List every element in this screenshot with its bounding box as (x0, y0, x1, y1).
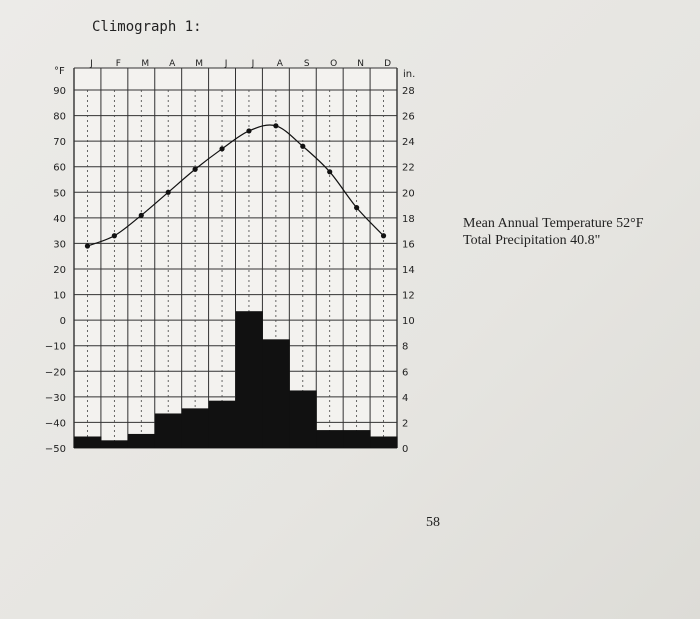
temperature-tick-label: 50 (53, 188, 66, 200)
precipitation-tick-label: 18 (402, 213, 415, 225)
precipitation-bar (74, 436, 101, 448)
temperature-tick-label: 10 (53, 290, 66, 302)
month-label: F (115, 59, 121, 69)
precipitation-tick-label: 26 (402, 111, 415, 123)
precipitation-tick-label: 16 (402, 239, 415, 251)
temperature-tick-label: 40 (53, 213, 66, 225)
temperature-tick-label: 80 (53, 111, 66, 123)
month-label: N (357, 59, 364, 69)
month-label: D (384, 59, 392, 69)
temperature-point (354, 205, 359, 210)
mean-annual-temperature: Mean Annual Temperature 52°F (463, 216, 644, 231)
precipitation-tick-label: 24 (402, 137, 415, 149)
precipitation-tick-label: 22 (402, 162, 415, 174)
month-label: M (195, 59, 204, 69)
temperature-tick-label: −40 (44, 418, 66, 430)
temperature-point (85, 243, 90, 248)
temperature-tick-label: −50 (44, 444, 66, 455)
month-label: J (90, 59, 93, 69)
precipitation-tick-label: 8 (402, 341, 409, 353)
chart-title: Climograph 1: (92, 19, 202, 35)
temperature-tick-label: 90 (53, 86, 66, 97)
temperature-unit-label: °F (54, 66, 65, 77)
month-label: M (141, 59, 150, 69)
climate-summary (463, 215, 643, 249)
precipitation-tick-label: 12 (402, 290, 415, 302)
temperature-point (219, 146, 224, 151)
total-precipitation: Total Precipitation 40.8" (463, 233, 601, 248)
temperature-point (112, 233, 117, 238)
precipitation-bar (316, 430, 343, 448)
precipitation-bar (289, 390, 316, 448)
precipitation-tick-label: 4 (402, 392, 409, 404)
temperature-point (166, 190, 171, 195)
temperature-tick-label: 0 (59, 316, 66, 328)
temperature-point (381, 233, 386, 238)
precipitation-tick-label: 2 (402, 418, 409, 430)
temperature-point (300, 144, 305, 149)
precipitation-bar (236, 311, 263, 448)
temperature-tick-label: 30 (53, 239, 66, 251)
precipitation-bar (343, 430, 370, 448)
month-label: J (224, 59, 228, 69)
month-label: J (251, 59, 255, 69)
precipitation-bar (182, 408, 209, 448)
precipitation-tick-label: 10 (402, 316, 415, 328)
precipitation-bar (128, 434, 155, 448)
temperature-point (139, 213, 144, 218)
temperature-tick-label: 20 (53, 265, 66, 276)
temperature-tick-label: 70 (53, 137, 66, 149)
precipitation-tick-label: 0 (402, 444, 409, 455)
precipitation-bar (370, 436, 397, 448)
precipitation-bar (262, 339, 289, 448)
month-label: A (276, 59, 283, 69)
precipitation-tick-label: 20 (402, 188, 415, 200)
precipitation-tick-label: 28 (402, 86, 415, 97)
month-label: O (330, 59, 338, 69)
temperature-point (327, 169, 332, 174)
precipitation-bar (101, 440, 128, 448)
month-label: A (169, 59, 176, 69)
precipitation-bar (209, 401, 236, 448)
temperature-tick-label: −10 (44, 341, 66, 353)
temperature-tick-label: −30 (44, 392, 66, 404)
page-number: 58 (426, 515, 440, 530)
temperature-point (273, 123, 278, 128)
temperature-tick-label: 60 (53, 162, 66, 174)
temperature-point (193, 167, 198, 172)
temperature-tick-label: −20 (44, 367, 66, 379)
month-label: S (303, 59, 310, 69)
precipitation-tick-label: 14 (402, 265, 415, 276)
precipitation-tick-label: 6 (402, 367, 409, 379)
precipitation-unit-label: in. (403, 69, 416, 80)
precipitation-bar (155, 413, 182, 448)
temperature-point (246, 128, 251, 133)
